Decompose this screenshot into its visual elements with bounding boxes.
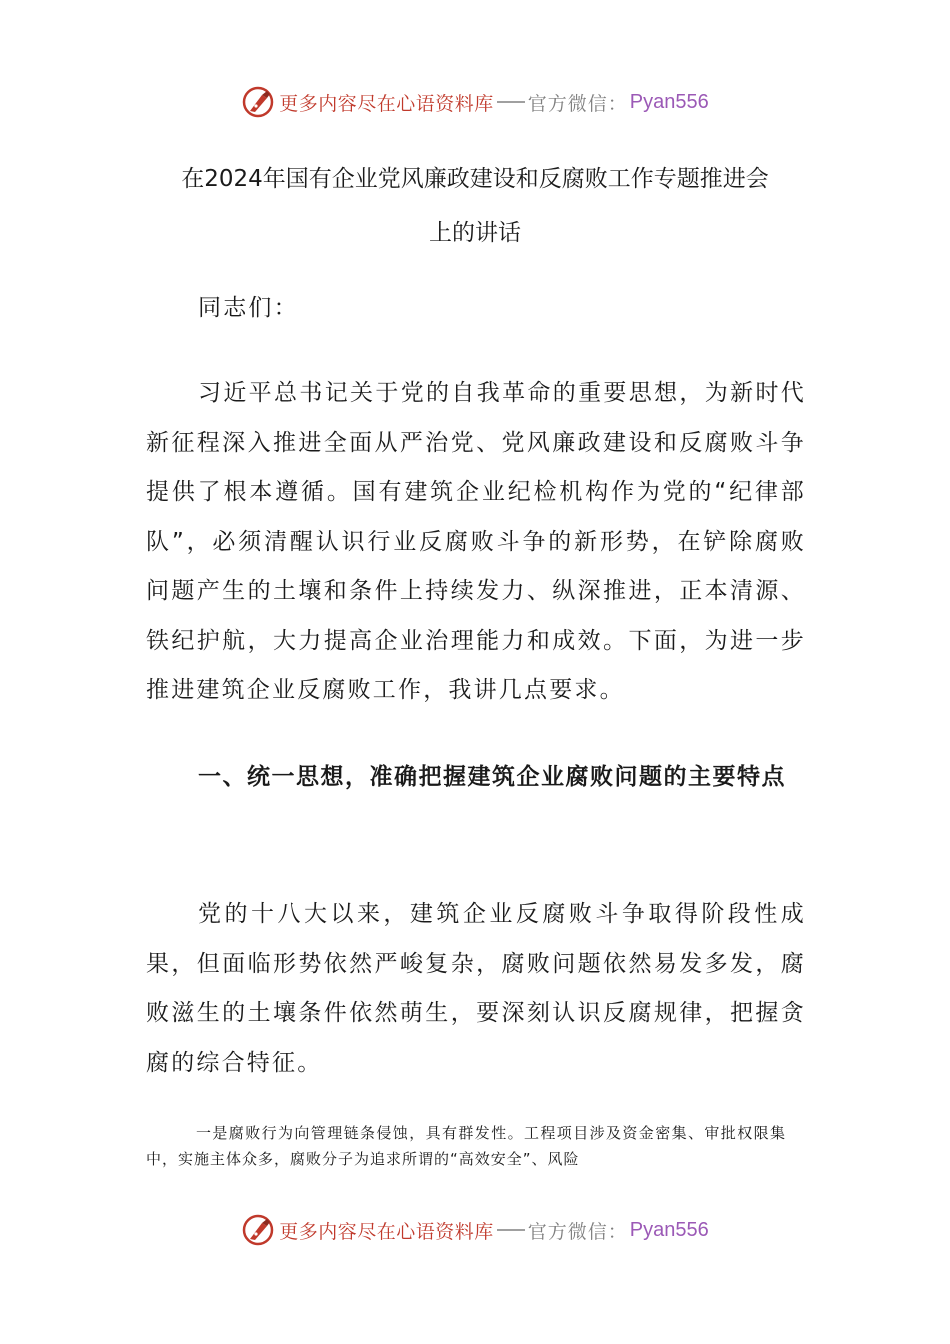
footer-banner <box>0 1210 950 1250</box>
footer-wechat-label: 官方微信： <box>527 1220 628 1243</box>
footer-brand-text: 更多内容尽在心语资料库 <box>279 1220 494 1243</box>
banner-brand-text: 更多内容尽在心语资料库 <box>279 92 494 115</box>
footer-wechat-id: Pyan556 <box>629 1218 709 1241</box>
paragraph-section-1: 党的十八大以来，建筑企业反腐败斗争取得阶段性成果，但面临形势依然严峻复杂，腐败问题依然易发多发，腐败滋生的土壤条件依然萌生，要深刻认识反腐规律，把握贪腐的综合特征。 <box>146 901 806 1076</box>
paragraph-intro: 习近平总书记关于党的自我革命的重要思想，为新时代新征程深入推进全面从严治党、党风廉政建设和反腐败斗争提供了根本遵循。国有建筑企业纪检机构作为党的“纪律部队”，必须清醒认识行业反腐败斗争的新形势，在铲除腐败问题产生的土壤和条件上持续发力、纵深推进，正本清源、铁纪护航，大力提高企业治理能力和成效。下面，为进一步推进建筑企业反腐败工作，我讲几点要求。 <box>146 380 806 703</box>
document-title <box>120 152 830 260</box>
pen-nib-logo-icon <box>241 85 275 119</box>
title-line-2: 上的讲话 <box>429 220 521 246</box>
paragraph-point-1: 一是腐败行为向管理链条侵蚀，具有群发性。工程项目涉及资金密集、审批权限集中，实施主体众多，腐败分子为追求所谓的“高效安全”、风险 <box>146 1124 786 1168</box>
footer-dash <box>497 1229 525 1231</box>
pen-nib-logo-icon <box>241 1213 275 1247</box>
greeting: 同志们： <box>198 295 299 321</box>
banner-wechat-label: 官方微信： <box>527 92 628 115</box>
section-heading-1: 一、统一思想，准确把握建筑企业腐败问题的主要特点 <box>198 764 786 790</box>
banner-wechat-id: Pyan556 <box>629 90 709 113</box>
header-banner <box>0 82 950 122</box>
banner-dash <box>497 101 525 103</box>
title-line-1: 在2024年国有企业党风廉政建设和反腐败工作专题推进会 <box>181 166 769 192</box>
